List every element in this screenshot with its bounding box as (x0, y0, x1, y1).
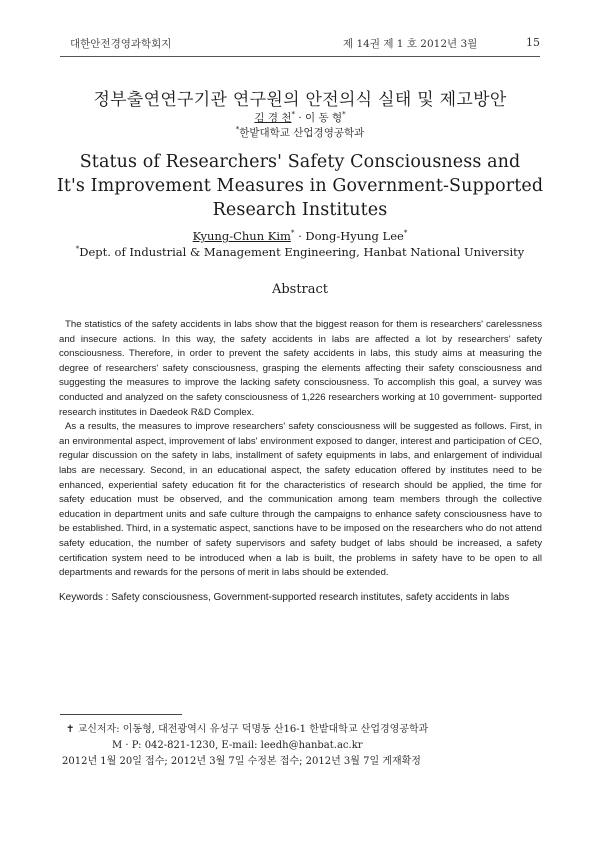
contact-line: M · P: 042-821-1230, E-mail: leedh@hanbat.ac.kr (112, 740, 363, 751)
abstract-heading: Abstract (271, 282, 329, 297)
korean-authors (0, 110, 600, 125)
korean-author-2: 이 동 형 (305, 112, 343, 124)
english-author-1: Kyung-Chun Kim (192, 229, 291, 243)
journal-name: 대한안전경영과학회지 (70, 38, 172, 50)
korean-author-2-mark: * (342, 110, 346, 119)
english-affiliation (0, 245, 600, 259)
english-affiliation-mark: * (75, 245, 80, 254)
english-title-line-2: It's Improvement Measures in Government-Supported (56, 176, 544, 196)
english-authors (0, 229, 600, 243)
english-author-1-mark: * (290, 229, 295, 238)
korean-author-1-mark: * (291, 110, 295, 119)
issue-info: 제 14권 제 1 호 2012년 3월 (343, 38, 478, 50)
footnote-divider (60, 714, 182, 715)
english-title-line-3: Research Institutes (212, 200, 388, 220)
footnotes (62, 722, 560, 770)
english-affiliation-text: Dept. of Industrial & Management Engineering, Hanbat National University (79, 245, 525, 259)
korean-affiliation (0, 125, 600, 140)
corresponding-author-text: 교신저자: 이동형, 대전광역시 유성구 덕명동 산16-1 한밭대학교 산업경영공학과 (74, 724, 429, 735)
english-author-2: Dong-Hyung Lee (305, 229, 404, 243)
english-title-line-1: Status of Researchers' Safety Consciousness and (79, 152, 521, 172)
page-number: 15 (526, 36, 540, 49)
abstract-paragraph-1: The statistics of the safety accidents in labs show that the biggest reason for them is researchers' carelessness and insecure actions. In this way, the safety accidents in labs are affected a lot by researchers' safety consciousness. Therefore, in order to prevent the safety accidents in labs, this study aims at measuring the degree of researchers' safety consciousness, grasping the elements affecting their safety consciousness and suggesting the measures to improve the lacking safety consciousness. To accomplish this goal, a survey was conducted and analyzed on the safety consciousness of 1,226 researchers working at 10 government- supported research institutes in Daedeok R&D Complex. (59, 319, 542, 418)
english-title (0, 150, 600, 222)
abstract-paragraph-2: As a results, the measures to improve researchers' safety consciousness will be suggested as follows. First, in an environmental aspect, improvement of labs' environment exposed to danger, interest and participation of CEO, regular discussion on the safety in labs, installment of safety equipments in labs, and enlargement of individual labs are necessary. Second, in an educational aspect, the safety education offered by institutes need to be enhanced, experiential safety education fit for the characteristics of research should be applied, the time for safety education must be observed, and the communication among team members through the collective education in department units and safe culture through the campaigns to enhance safety consciousness have to be established. Third, in a systematic aspect, sanctions have to be imposed on the researchers who do not attend safety education, the number of safety supervisors and safety budget of labs should be increased, a safety certification system need to be introduced when a lab is built, the problems in safety have to be open to all departments and rewards for the persons of merit in labs should be extended. (59, 421, 542, 579)
keywords: Keywords : Safety consciousness, Government-supported research institutes, safety accidents in labs (59, 592, 510, 603)
received-dates-line: 2012년 1월 20일 접수; 2012년 3월 7일 수정본 접수; 2012년 3월 7일 게재확정 (62, 756, 421, 767)
header-divider (60, 56, 540, 57)
corresponding-author-mark: ✝ (66, 724, 75, 735)
korean-affiliation-mark: * (235, 125, 240, 134)
abstract-body (59, 318, 542, 581)
korean-title: 정부출연연구기관 연구원의 안전의식 실태 및 제고방안 (93, 90, 507, 110)
english-author-2-mark: * (403, 229, 408, 238)
corresponding-author-line (66, 722, 560, 738)
korean-author-separator: · (294, 112, 305, 124)
korean-affiliation-text: 한밭대학교 산업경영공학과 (239, 127, 365, 139)
korean-author-1: 김 경 천 (254, 112, 292, 124)
running-header (60, 36, 540, 52)
english-author-separator: · (294, 229, 306, 243)
